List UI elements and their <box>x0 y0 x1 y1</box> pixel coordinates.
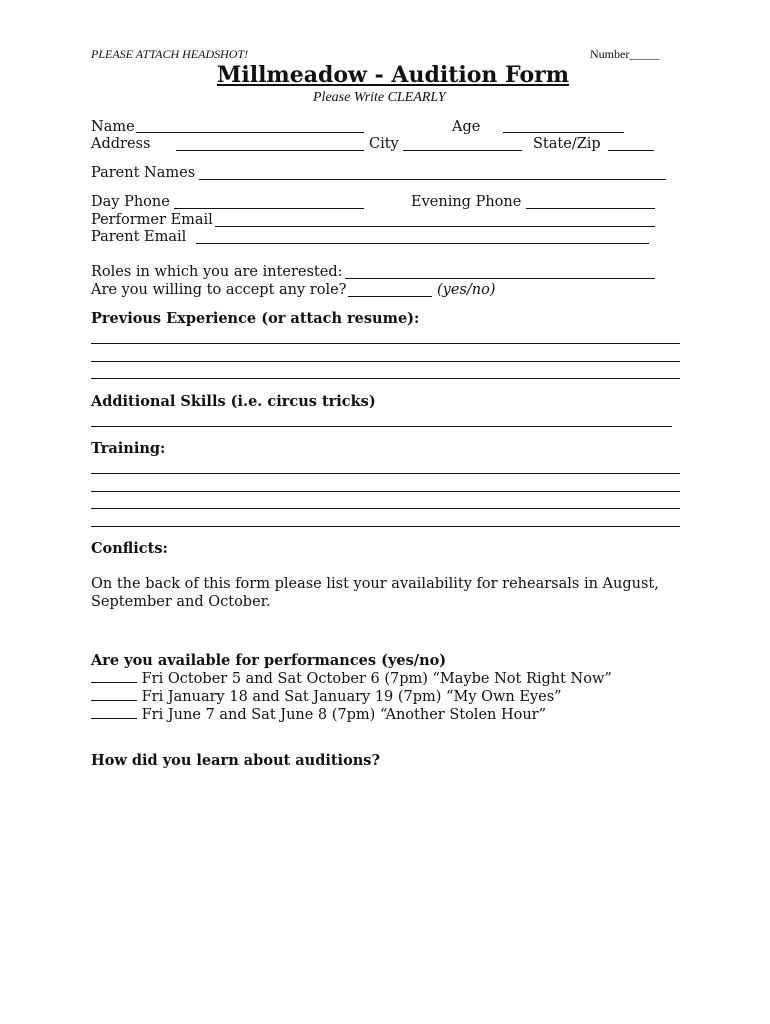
performer-email-field[interactable] <box>215 226 655 227</box>
performance-answer-field[interactable] <box>91 705 137 719</box>
accept-role-label: Are you willing to accept any role? <box>91 282 347 298</box>
learn-heading: How did you learn about auditions? <box>91 752 380 769</box>
conflicts-heading: Conflicts: <box>91 540 168 557</box>
performer-email-label: Performer Email <box>91 212 213 228</box>
performance-row <box>91 687 562 706</box>
address-field[interactable] <box>176 150 364 151</box>
day-phone-field[interactable] <box>174 208 364 209</box>
performance-answer-field[interactable] <box>91 669 137 683</box>
age-field[interactable] <box>503 132 624 133</box>
age-label: Age <box>452 119 481 135</box>
name-label: Name <box>91 119 135 135</box>
roles-label: Roles in which you are interested: <box>91 264 343 280</box>
state-zip-label: State/Zip <box>533 136 601 152</box>
page-subtitle: Please Write CLEARLY <box>313 90 446 105</box>
parent-names-label: Parent Names <box>91 165 196 181</box>
city-field[interactable] <box>403 150 522 151</box>
accept-role-field[interactable] <box>348 296 432 297</box>
parent-email-field[interactable] <box>196 243 649 244</box>
training-line[interactable] <box>91 508 680 509</box>
headshot-note: PLEASE ATTACH HEADSHOT! <box>91 47 249 61</box>
yes-no-hint: (yes/no) <box>437 282 496 298</box>
training-line[interactable] <box>91 491 680 492</box>
skills-heading: Additional Skills (i.e. circus tricks) <box>91 393 376 410</box>
city-label: City <box>369 136 399 152</box>
experience-line[interactable] <box>91 361 680 362</box>
performance-date: Fri January 18 and Sat January 19 (7pm) “My Own Eyes” <box>141 689 562 705</box>
experience-line[interactable] <box>91 343 680 344</box>
performance-row <box>91 669 612 688</box>
performances-heading: Are you available for performances (yes/no) <box>91 652 447 669</box>
parent-email-label: Parent Email <box>91 229 187 245</box>
experience-heading: Previous Experience (or attach resume): <box>91 310 420 327</box>
skills-line[interactable] <box>91 426 672 427</box>
roles-field[interactable] <box>345 278 655 279</box>
training-heading: Training: <box>91 440 166 457</box>
experience-line[interactable] <box>91 378 680 379</box>
performance-row <box>91 705 546 724</box>
training-line[interactable] <box>91 473 680 474</box>
number-label: Number_____ <box>590 47 660 61</box>
performance-date: Fri October 5 and Sat October 6 (7pm) “Maybe Not Right Now” <box>141 671 612 687</box>
parent-names-field[interactable] <box>199 179 666 180</box>
evening-phone-label: Evening Phone <box>411 194 522 210</box>
page-title: Millmeadow - Audition Form <box>217 62 570 88</box>
performance-answer-field[interactable] <box>91 687 137 701</box>
day-phone-label: Day Phone <box>91 194 170 210</box>
conflicts-instructions: On the back of this form please list your availability for rehearsals in August, September and October. <box>91 576 659 610</box>
state-zip-field[interactable] <box>608 150 654 151</box>
performance-date: Fri June 7 and Sat June 8 (7pm) “Another Stolen Hour” <box>141 707 547 723</box>
name-field[interactable] <box>136 132 364 133</box>
evening-phone-field[interactable] <box>526 208 655 209</box>
address-label: Address <box>91 136 151 152</box>
training-line[interactable] <box>91 526 680 527</box>
